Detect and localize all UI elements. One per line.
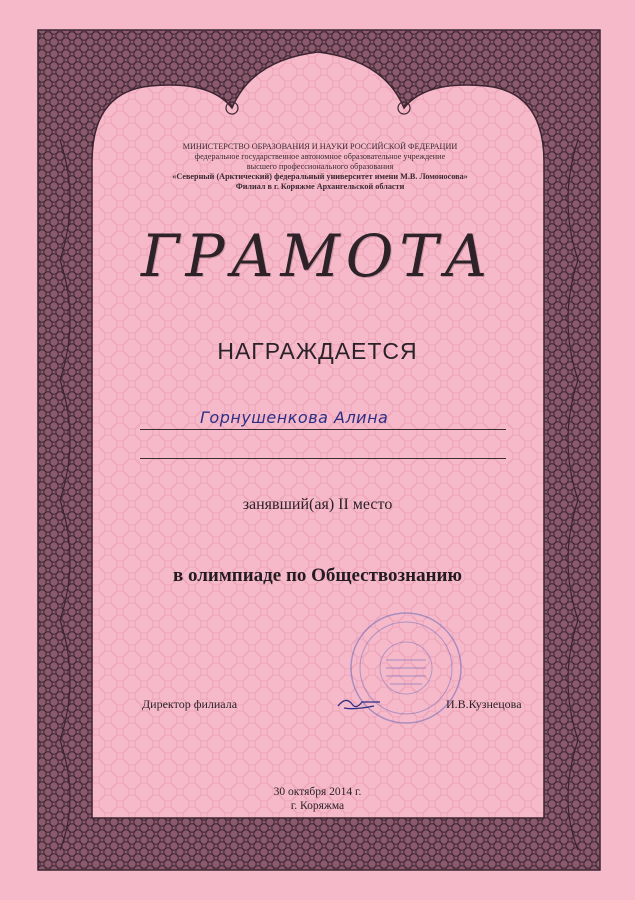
institution-header [150, 142, 490, 192]
director-position: Директор филиала [142, 697, 238, 711]
issue-date: 30 октября 2014 г. [273, 786, 362, 798]
director-signature [334, 688, 384, 718]
recipient-line-2 [140, 458, 506, 459]
olympiad-text: в олимпиаде по Обществознанию [172, 565, 463, 586]
institution-type-line: федеральное государственное автономное образовательное учреждение [194, 152, 446, 161]
recipient-name: Горнушенкова Алина [200, 408, 389, 427]
university-name: «Северный (Арктический) федеральный университет имени М.В. Ломоносова» [172, 172, 468, 181]
branch-name: Филиал в г. Коряжме Архангельской области [235, 182, 405, 191]
recipient-line-1 [140, 429, 506, 430]
place-text: занявший(ая) II место [242, 496, 393, 513]
awarded-label: НАГРАЖДАЕТСЯ [217, 338, 418, 364]
issue-city: г. Коряжма [290, 800, 345, 812]
certificate-title: ГРАМОТА [141, 222, 494, 290]
education-level-line: высшего профессионального образования [246, 162, 394, 171]
director-name: И.В.Кузнецова [446, 697, 522, 711]
ministry-line: МИНИСТЕРСТВО ОБРАЗОВАНИЯ И НАУКИ РОССИЙСКОЙ ФЕДЕРАЦИИ [182, 142, 458, 151]
